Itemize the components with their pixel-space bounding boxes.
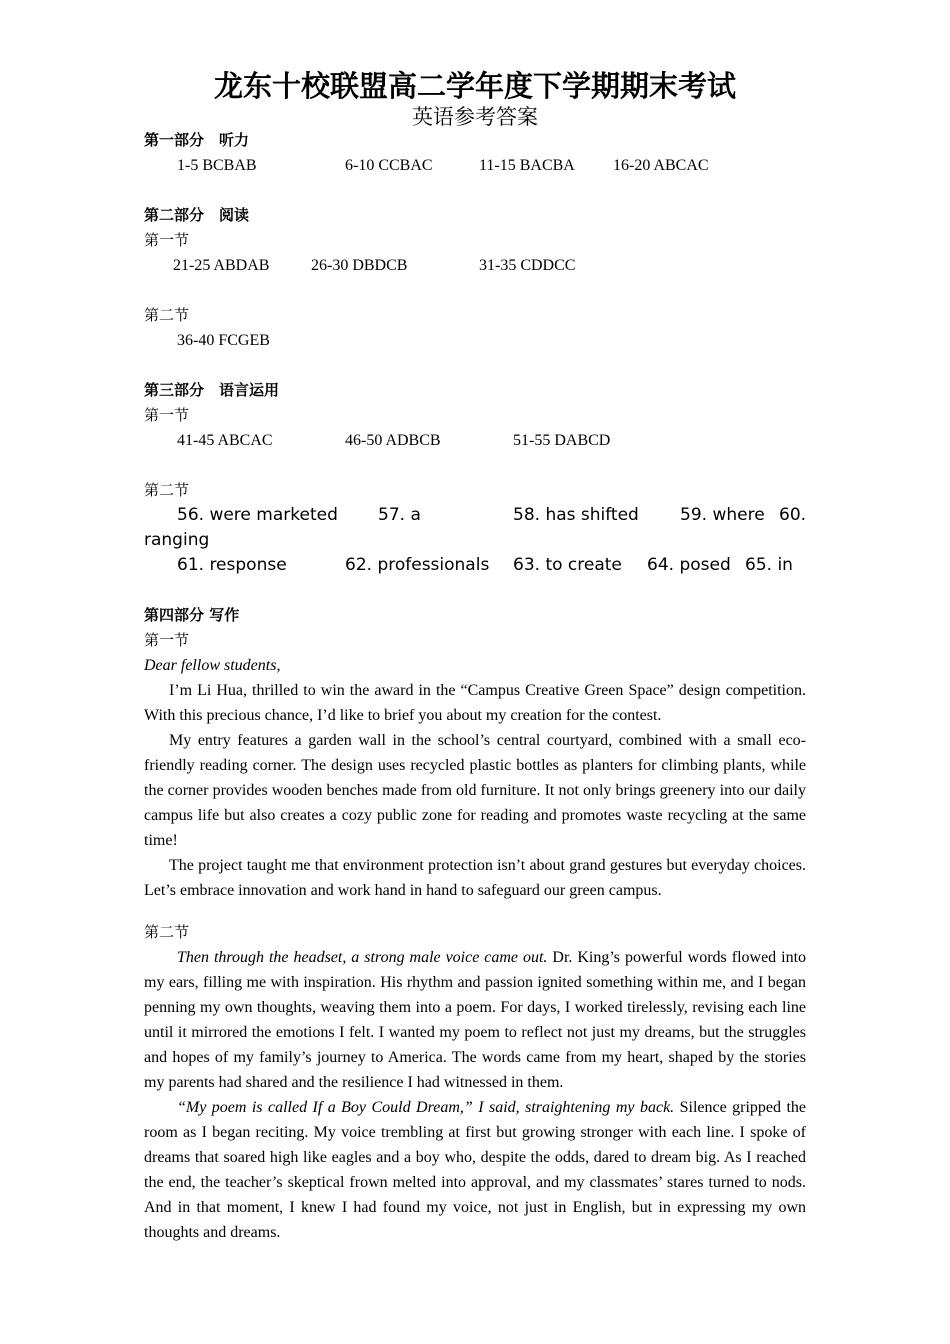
part1-heading: 第一部分 听力 <box>144 131 250 149</box>
fill-answer: 61. response <box>177 555 287 575</box>
part2-section1-label: 第一节 <box>144 231 190 249</box>
answer-group: 11-15 BACBA <box>479 157 575 174</box>
part4-heading: 第四部分 写作 <box>144 606 240 624</box>
answer-group: 46-50 ADBCB <box>345 432 441 449</box>
part3-heading: 第三部分 语言运用 <box>144 381 280 399</box>
answer-group: 36-40 FCGEB <box>177 332 270 349</box>
fill-answer: 65. in <box>745 555 793 575</box>
answer-sheet <box>144 66 806 1245</box>
fill-answer: 58. has shifted <box>513 505 639 525</box>
fill-answer: 57. a <box>378 505 421 525</box>
letter-paragraph: The project taught me that environment protection isn’t about grand gestures but everyday choices. Let’s embrace innovation and work hand in hand to safeguard our green campus. <box>144 857 806 899</box>
page-subtitle: 英语参考答案 <box>412 105 538 129</box>
fill-answer: 62. professionals <box>345 555 490 575</box>
part3-section2-row1-wrap: ranging <box>144 530 210 550</box>
answer-group: 6-10 CCBAC <box>345 157 433 174</box>
fill-answer: 63. to create <box>513 555 622 575</box>
fill-answer: 56. were marketed <box>177 505 338 525</box>
page-title: 龙东十校联盟高二学年度下学期期末考试 <box>213 69 736 103</box>
part4-section1-label: 第一节 <box>144 631 190 649</box>
answer-group: 1-5 BCBAB <box>177 157 257 174</box>
story-lead-sentence: “My poem is called If a Boy Could Dream,” I said, straightening my back. <box>177 1099 675 1116</box>
letter-salutation: Dear fellow students, <box>144 657 281 674</box>
part3-section1-answers <box>144 428 806 453</box>
answer-group: 21-25 ABDAB <box>173 257 270 274</box>
part4-section2-label: 第二节 <box>144 923 190 941</box>
part2-section2-answers <box>144 328 806 353</box>
answer-group: 41-45 ABCAC <box>177 432 273 449</box>
story-lead-sentence: Then through the headset, a strong male voice came out. <box>177 949 548 966</box>
letter-paragraph: My entry features a garden wall in the school’s central courtyard, combined with a small eco-friendly reading corner. The design uses recycled plastic bottles as planters for climbing plants, while the corner provides wooden benches made from old furniture. It not only brings greenery into our daily campus life but also creates a cozy public zone for reading and promotes waste recycling at the same time! <box>144 732 806 849</box>
part2-section1-answers <box>144 253 806 278</box>
part1-answers <box>144 153 806 178</box>
part3-section2-row1 <box>144 503 806 528</box>
fill-answer: 60. <box>779 505 807 525</box>
fill-answer: 59. where <box>680 505 765 525</box>
fill-answer: 64. posed <box>647 555 731 575</box>
part2-section2-label: 第二节 <box>144 306 190 324</box>
story-paragraph <box>144 1095 806 1245</box>
letter-paragraph: I’m Li Hua, thrilled to win the award in the “Campus Creative Green Space” design competition. With this precious chance, I’d like to brief you about my creation for the contest. <box>144 682 806 724</box>
part3-section2-label: 第二节 <box>144 481 190 499</box>
answer-group: 16-20 ABCAC <box>613 157 709 174</box>
story-body: Silence gripped the room as I began reciting. My voice trembling at first but growing stronger with each line. I spoke of dreams that soared high like eagles and a boy who, despite the odds, dared to dream big. As I reached the end, the teacher’s skeptical frown melted into approval, and my classmates’ stares turned to nods. And in that moment, I knew I had found my voice, not just in English, but in expressing my own thoughts and dreams. <box>144 1099 807 1241</box>
answer-group: 51-55 DABCD <box>513 432 611 449</box>
story-body: Dr. King’s powerful words flowed into my ears, filling me with inspiration. His rhythm and passion ignited something within me, and I began penning my own thoughts, weaving them into a poem. For days, I worked tirelessly, revising each line until it mirrored the emotions I felt. I wanted my poem to reflect not just my dreams, but the struggles and hopes of my family’s journey to America. The words came from my heart, shaped by the stories my parents had shared and the resilience I had witnessed in them. <box>144 949 807 1091</box>
answer-group: 26-30 DBDCB <box>311 257 408 274</box>
answer-group: 31-35 CDDCC <box>479 257 576 274</box>
part3-section1-label: 第一节 <box>144 406 190 424</box>
part3-section2-row2 <box>144 553 806 578</box>
story-paragraph <box>144 945 806 1095</box>
part2-heading: 第二部分 阅读 <box>144 206 250 224</box>
